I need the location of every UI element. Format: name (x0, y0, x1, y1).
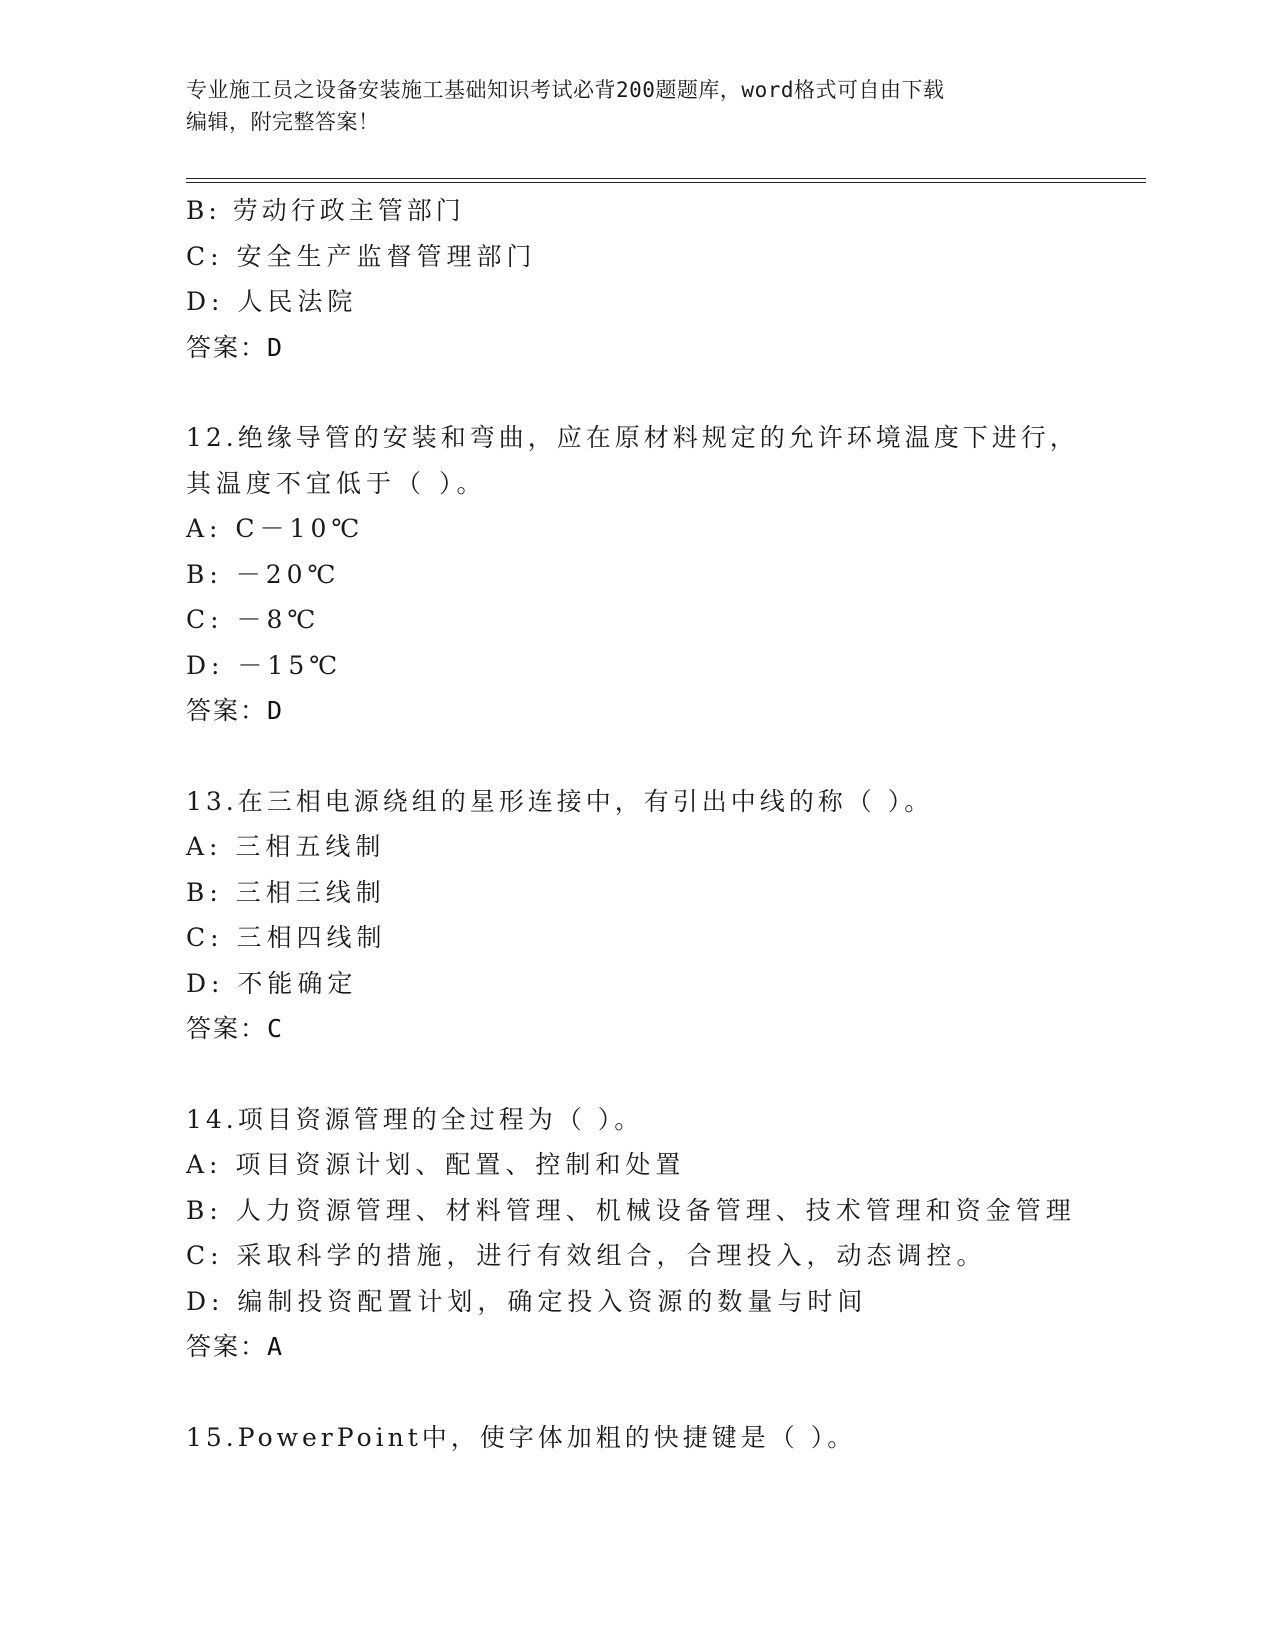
question-stem-continued: 其温度不宜低于（ ）。 (186, 468, 487, 498)
header-divider (186, 178, 1146, 183)
option-a: A: C－10℃ (186, 514, 365, 543)
question-13 (186, 779, 1146, 1052)
question-15 (186, 1415, 1146, 1461)
question-12 (186, 415, 1146, 734)
answer-line: 答案：A (186, 1332, 285, 1361)
option-d: D: －15℃ (186, 650, 343, 680)
option-c: C: 三相四线制 (186, 923, 387, 952)
option-a: A: 三相五线制 (186, 832, 386, 861)
answer-line: 答案：D (186, 696, 285, 725)
question-stem: 14.项目资源管理的全过程为（ ）。 (186, 1104, 644, 1134)
question-11-tail (186, 188, 1146, 370)
question-14 (186, 1097, 1146, 1370)
header-title-line2: 编辑，附完整答案！ (186, 110, 380, 134)
option-b: B: 三相三线制 (186, 877, 386, 907)
option-d: D: 人民法院 (186, 287, 358, 316)
question-stem: 12.绝缘导管的安装和弯曲，应在原材料规定的允许环境温度下进行， (186, 423, 1079, 452)
question-spacer (186, 1052, 1146, 1097)
answer-line: 答案：D (186, 332, 285, 362)
option-b: B: －20℃ (186, 559, 341, 589)
option-d: D: 编制投资配置计划，确定投入资源的数量与时间 (186, 1286, 868, 1316)
question-stem: 15.PowerPoint中，使字体加粗的快捷键是（ ）。 (186, 1422, 857, 1452)
question-spacer (186, 734, 1146, 779)
option-b: B: 劳动行政主管部门 (186, 196, 465, 225)
option-d: D: 不能确定 (186, 968, 358, 998)
document-body (186, 188, 1146, 1460)
question-stem: 13.在三相电源绕组的星形连接中，有引出中线的称（ ）。 (186, 786, 934, 816)
header-title-line1: 专业施工员之设备安装施工基础知识考试必背200题题库，word格式可自由下载 (186, 78, 945, 102)
answer-line: 答案：C (186, 1014, 285, 1043)
option-c: C: －8℃ (186, 605, 321, 634)
option-a: A: 项目资源计划、配置、控制和处置 (186, 1150, 686, 1179)
document-header (186, 74, 1066, 138)
option-c: C: 安全生产监督管理部门 (186, 241, 537, 271)
option-b: B: 人力资源管理、材料管理、机械设备管理、技术管理和资金管理 (186, 1195, 1076, 1225)
option-c: C: 采取科学的措施，进行有效组合，合理投入，动态调控。 (186, 1241, 987, 1270)
question-spacer (186, 370, 1146, 415)
question-spacer (186, 1370, 1146, 1415)
